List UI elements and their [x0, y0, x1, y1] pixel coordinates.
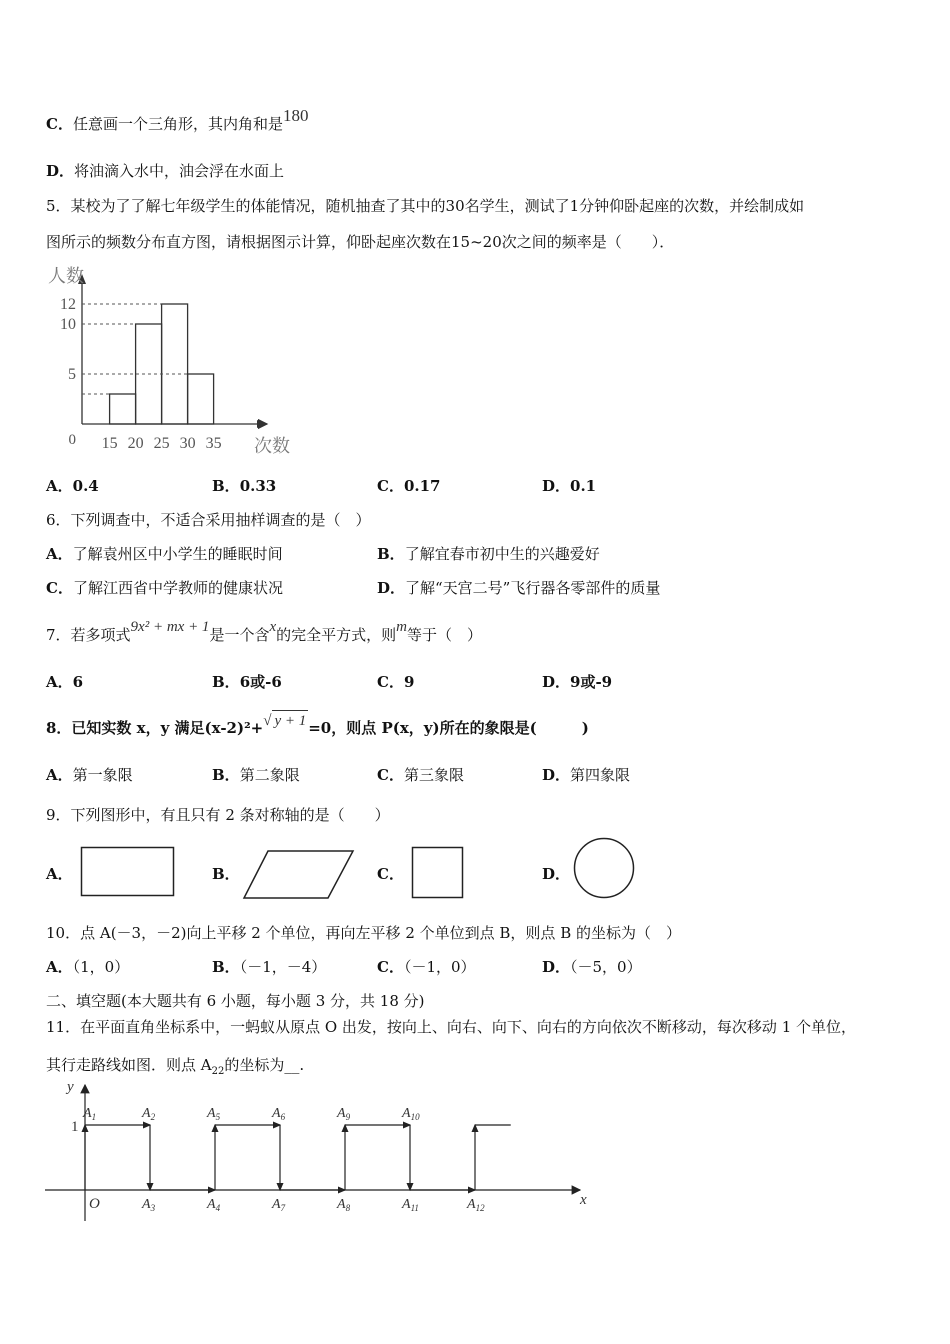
q7-option-d[interactable]	[542, 672, 612, 692]
option-label: B．	[377, 545, 405, 563]
point-label: $A_{11}$	[402, 1197, 419, 1213]
option-text: 0.4	[72, 477, 99, 495]
q7-stem	[46, 619, 482, 646]
y-tick-label: 12	[60, 296, 76, 313]
option-label: C．	[46, 115, 73, 133]
variable: m	[396, 619, 407, 635]
option-label: D．	[46, 162, 75, 180]
q6-option-d[interactable]	[377, 578, 660, 598]
x-tick-label: 20	[127, 435, 144, 452]
x-tick-label: 15	[101, 435, 118, 452]
circle-shape	[572, 836, 636, 900]
option-text: 第四象限	[570, 766, 631, 784]
option-label: C．	[46, 579, 73, 597]
option-label: D．	[542, 766, 571, 784]
q9-option-a[interactable]	[46, 864, 73, 884]
x-tick-label: 25	[153, 435, 170, 452]
option-label: D．	[377, 579, 406, 597]
sqrt-expression: √ y + 1	[263, 711, 308, 729]
option-text: 9	[403, 673, 415, 691]
histogram-bar	[188, 374, 214, 424]
x-tick-label: 30	[179, 435, 196, 452]
option-label: A．	[46, 865, 73, 883]
q9-option-b[interactable]	[212, 864, 240, 884]
option-text: 6或-6	[239, 673, 282, 691]
option-text: （－5，0）	[570, 958, 642, 976]
option-label: A．	[46, 958, 73, 976]
ant-path-figure	[40, 1075, 600, 1225]
q10-option-d[interactable]	[542, 957, 642, 977]
option-label: D．	[542, 865, 571, 883]
y-axis-label: y	[67, 1079, 74, 1095]
origin-label: 0	[68, 432, 76, 448]
q8-stem	[46, 713, 589, 739]
stem-text: =0，则点 P(x，y)所在的象限是( )	[308, 719, 589, 737]
point-label: $A_9$	[337, 1106, 351, 1122]
point-label: $A_{10}$	[402, 1106, 420, 1122]
stem-text: 8．已知实数 x，y 满足(x-2)²+	[46, 719, 264, 737]
option-text: 任意画一个三角形，其内角和是	[72, 115, 283, 133]
polynomial: 9x² + mx + 1	[130, 619, 210, 635]
option-text: 了解江西省中学教师的健康状况	[72, 579, 283, 597]
q7-option-a[interactable]	[46, 672, 83, 692]
angle-value: 180	[282, 106, 309, 125]
point-label: $A_6$	[272, 1106, 286, 1122]
point-label: $A_{12}$	[467, 1197, 485, 1213]
q9-option-d[interactable]	[542, 864, 570, 884]
y-tick-label: 10	[60, 316, 76, 333]
option-text: 9或-9	[570, 673, 613, 691]
option-label: A．	[46, 545, 73, 563]
rectangle-shape	[80, 846, 176, 898]
stem-text: 的坐标为__.	[224, 1056, 305, 1074]
point-label: $A_5$	[207, 1106, 221, 1122]
q5-stem-line2: 图所示的频数分布直方图，请根据图示计算，仰卧起座次数在15~20次之间的频率是（ ）．	[46, 233, 675, 251]
q10-option-c[interactable]	[377, 957, 476, 977]
option-text: （1，0）	[72, 958, 130, 976]
q6-option-b[interactable]	[377, 544, 600, 564]
option-label: B．	[212, 766, 240, 784]
point-label: $A_3$	[142, 1197, 156, 1213]
point-label: $A_2$	[142, 1106, 156, 1122]
option-label: D．	[542, 477, 571, 495]
q10-option-a[interactable]	[46, 957, 129, 977]
q4-option-c	[46, 106, 309, 134]
q5-option-b[interactable]	[212, 476, 276, 496]
q9-stem: 9．下列图形中，有且只有 2 条对称轴的是（ ）	[46, 806, 390, 824]
q6-option-a[interactable]	[46, 544, 283, 564]
x-axis-arrowhead	[257, 420, 267, 428]
sqrt-content: y + 1	[272, 710, 308, 731]
stem-text: 是一个含	[209, 626, 270, 644]
point-label: $A_8$	[337, 1197, 351, 1213]
option-label: B．	[212, 673, 240, 691]
q5-option-a[interactable]	[46, 476, 99, 496]
x-axis-label: x	[580, 1192, 587, 1208]
option-text: 了解袁州区中小学生的睡眠时间	[72, 545, 283, 563]
q7-option-c[interactable]	[377, 672, 414, 692]
option-text: 将油滴入水中，油会浮在水面上	[74, 162, 285, 180]
point-label: $A_4$	[207, 1197, 221, 1213]
q6-stem: 6．下列调查中，不适合采用抽样调查的是（ ）	[46, 511, 371, 529]
option-text: 第二象限	[239, 766, 300, 784]
option-label: C．	[377, 673, 404, 691]
option-label: C．	[377, 477, 404, 495]
frequency-histogram	[42, 264, 302, 464]
q8-option-b[interactable]	[212, 765, 300, 785]
unit-label: 1	[71, 1119, 79, 1135]
q8-option-a[interactable]	[46, 765, 133, 785]
option-label: B．	[212, 477, 240, 495]
parallelogram-shape	[242, 849, 356, 901]
option-label: D．	[542, 673, 571, 691]
point-label: $A_7$	[272, 1197, 286, 1213]
q6-option-c[interactable]	[46, 578, 283, 598]
option-label: B．	[212, 958, 240, 976]
q7-option-b[interactable]	[212, 672, 282, 692]
q4-option-d	[46, 161, 284, 181]
option-text: 了解“天宫二号”飞行器各零部件的质量	[405, 579, 661, 597]
q5-option-c[interactable]	[377, 476, 441, 496]
q10-option-b[interactable]	[212, 957, 326, 977]
option-label: A．	[46, 477, 73, 495]
point-label: $A_1$	[83, 1106, 97, 1122]
subscript: 22	[211, 1066, 225, 1077]
histogram-bar	[110, 394, 136, 424]
stem-text: 等于（ ）	[406, 626, 482, 644]
option-label: D．	[542, 958, 571, 976]
option-label: C．	[377, 958, 404, 976]
stem-text: 的完全平方式，则	[276, 626, 397, 644]
option-text: 6	[72, 673, 84, 691]
q8-option-c[interactable]	[377, 765, 464, 785]
option-text: （－1，0）	[403, 958, 476, 976]
square-shape	[411, 846, 465, 900]
histogram-bar	[162, 304, 188, 424]
option-text: 第三象限	[403, 766, 464, 784]
q10-stem: 10．点 A(－3，－2)向上平移 2 个单位，再向左平移 2 个单位到点 B，则点 B 的坐标为（ ）	[46, 924, 681, 942]
stem-text: 7．若多项式	[46, 626, 131, 644]
q11-stem-line1: 11．在平面直角坐标系中，一蚂蚁从原点 O 出发，按向上、向右、向下、向右的方向依次不断移动，每次移动 1 个单位，	[46, 1018, 857, 1036]
variable: x	[269, 619, 277, 635]
q9-option-c[interactable]	[377, 864, 404, 884]
y-axis-title: 人数	[48, 266, 84, 286]
option-text: 0.33	[239, 477, 277, 495]
option-text: 0.17	[403, 477, 441, 495]
option-label: A．	[46, 673, 73, 691]
y-tick-label: 5	[68, 366, 76, 383]
option-text: 第一象限	[72, 766, 133, 784]
origin-label: O	[89, 1196, 100, 1212]
q5-option-d[interactable]	[542, 476, 596, 496]
option-label: C．	[377, 766, 404, 784]
x-tick-label: 35	[205, 435, 222, 452]
option-text: 0.1	[570, 477, 597, 495]
q5-stem-line1: 5．某校为了了解七年级学生的体能情况，随机抽查了其中的30名学生，测试了1分钟仰卧起座的次数，并绘制成如	[46, 197, 805, 215]
section-title: 二、填空题(本大题共有 6 小题，每小题 3 分，共 18 分)	[46, 992, 425, 1010]
option-text: （－1，－4）	[239, 958, 327, 976]
q8-option-d[interactable]	[542, 765, 630, 785]
option-label: A．	[46, 766, 73, 784]
option-label: C．	[377, 865, 404, 883]
x-axis-title: 次数	[254, 436, 290, 456]
option-label: B．	[212, 865, 240, 883]
option-text: 了解宜春市初中生的兴趣爱好	[404, 545, 600, 563]
stem-text: 其行走路线如图．则点 A	[46, 1056, 212, 1074]
